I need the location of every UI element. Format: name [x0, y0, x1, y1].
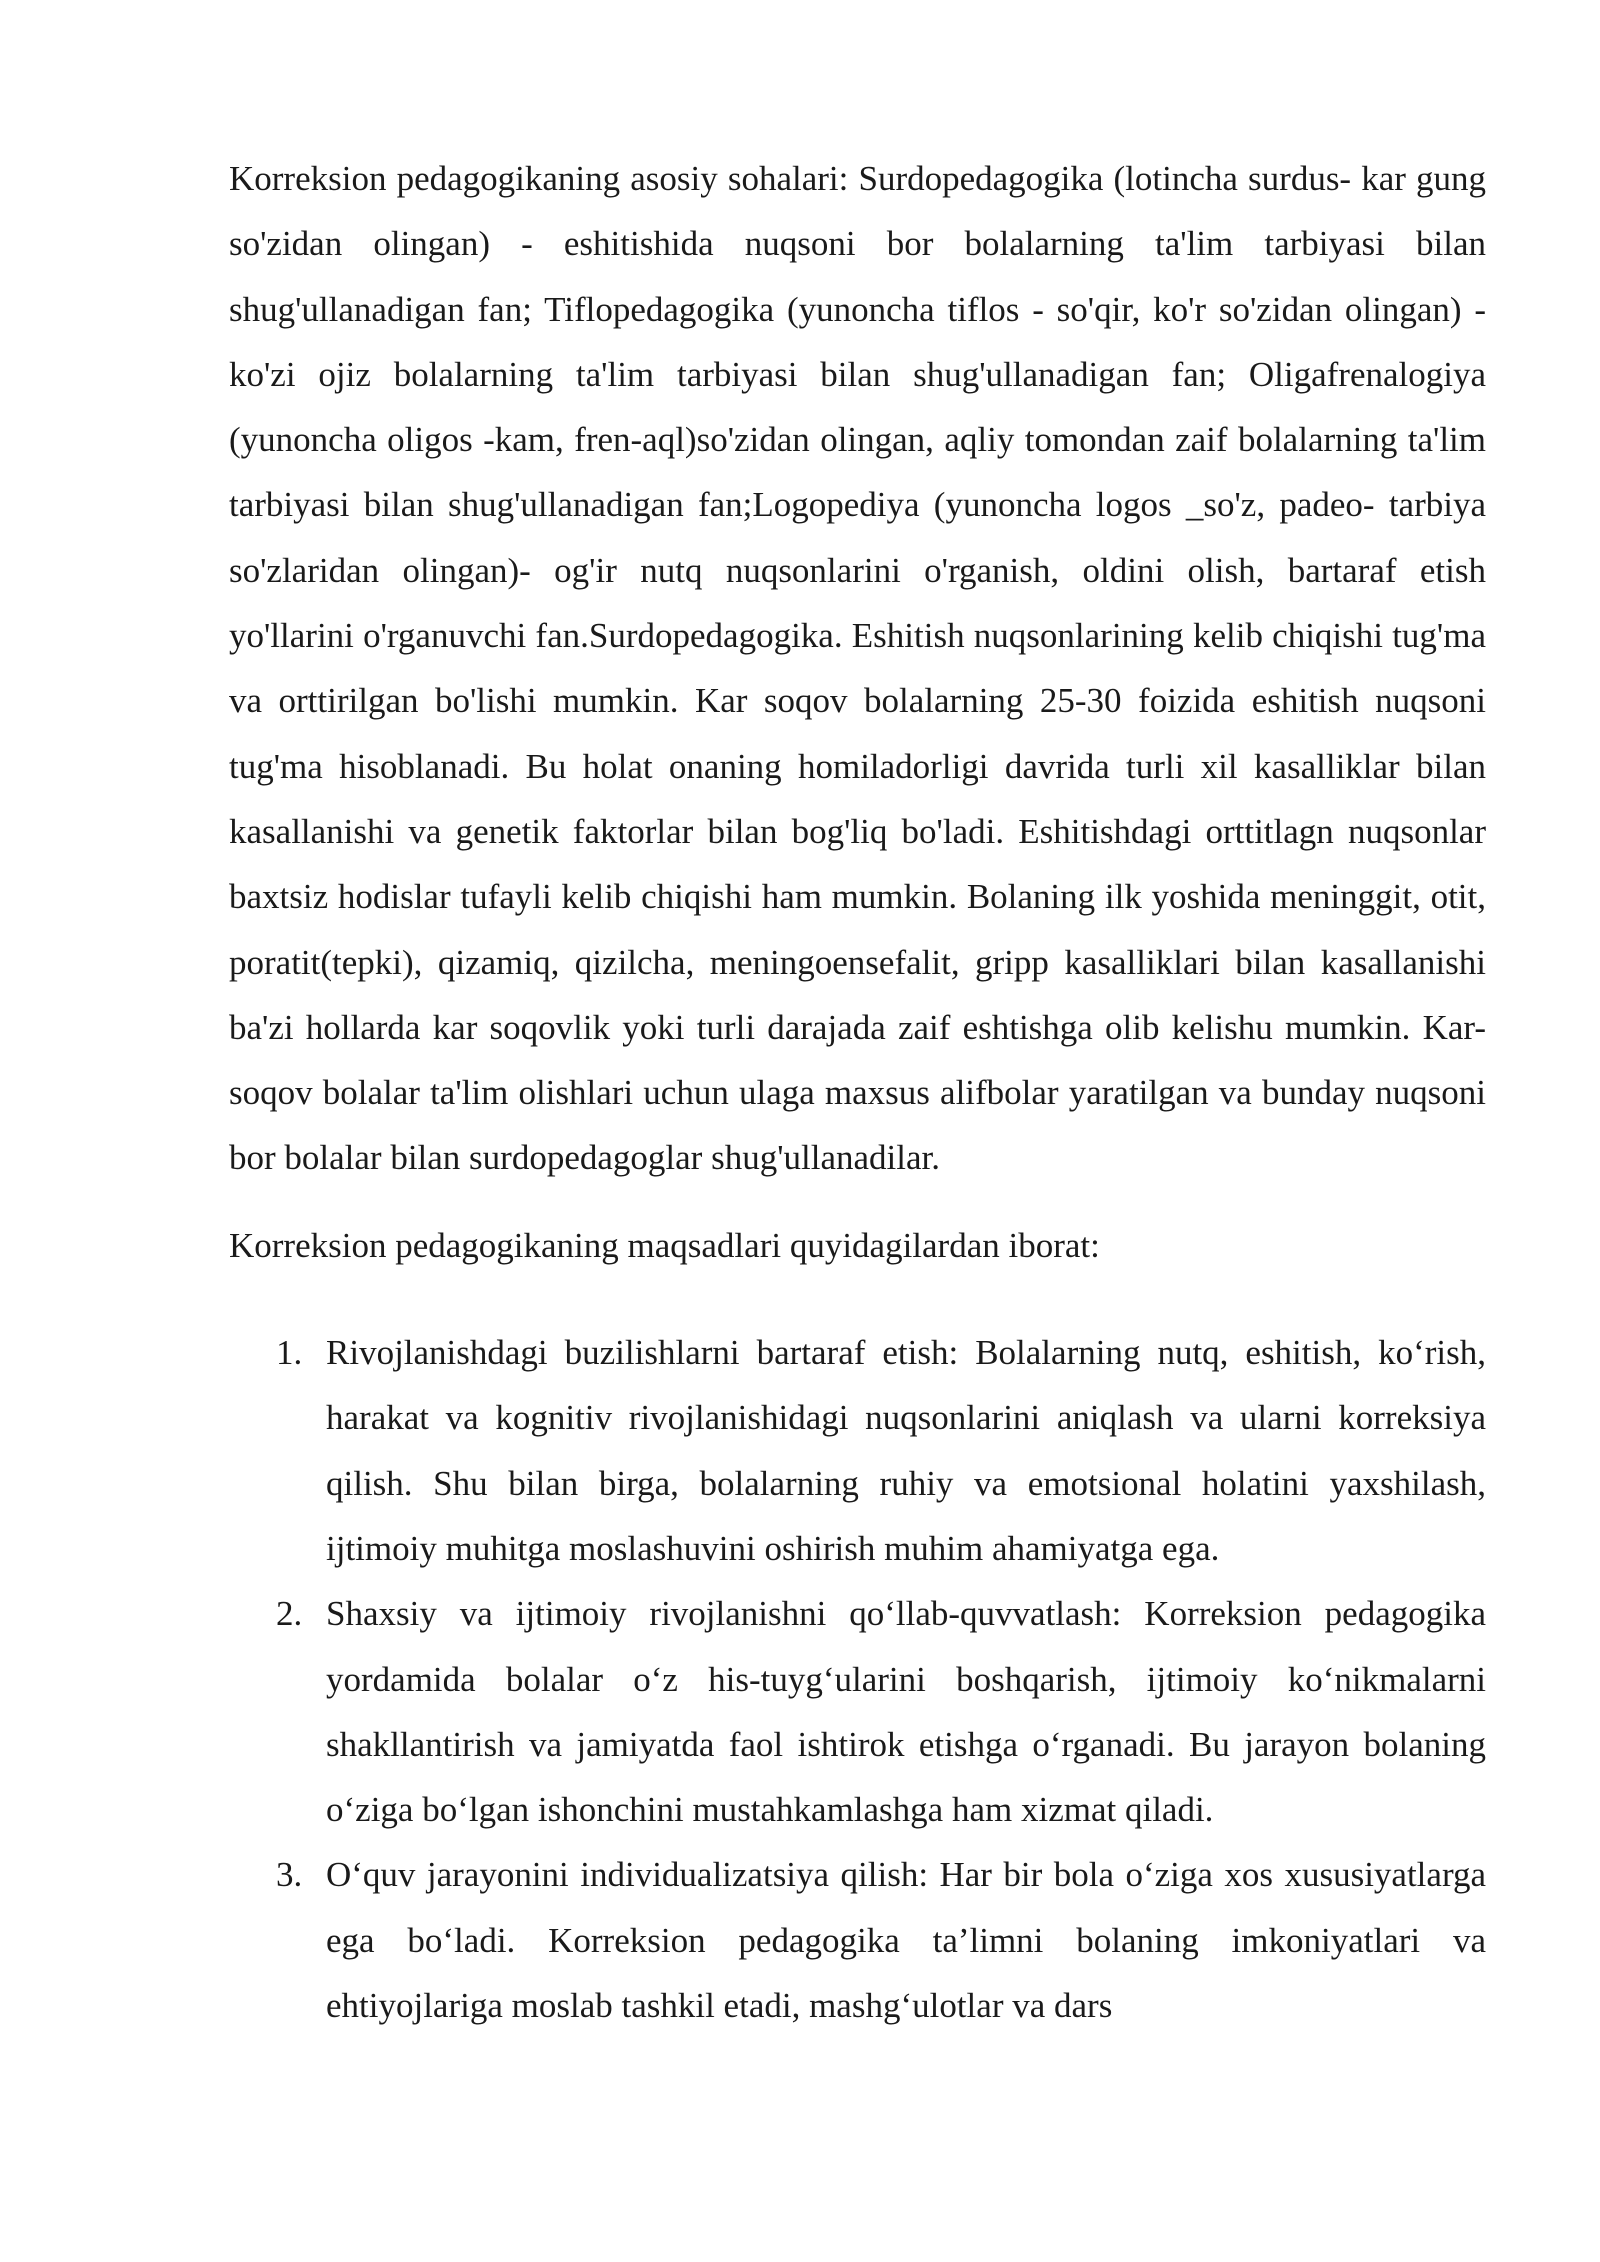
list-item-number: 1.	[276, 1333, 303, 1373]
list-item-number: 2.	[276, 1594, 303, 1634]
list-item	[229, 1320, 1486, 1581]
document-content	[229, 146, 1486, 2038]
list-item-text: O‘quv jarayonini individualizatsiya qilish: Har bir bola o‘ziga xos xususiyatlarga ega bo‘ladi. Korreksion pedagogika ta’limni bolaning imkoniyatlari va ehtiyojlariga moslab tashkil etadi, mashg‘ulotlar va dars	[326, 1855, 1486, 2026]
body-paragraph: Korreksion pedagogikaning asosiy sohalari: Surdopedagogika (lotincha surdus- kar gung so'zidan olingan) - eshitishida nuqsoni bor bolalarning ta'lim tarbiyasi bilan shug'ullanadigan fan; Tiflopedagogika (yunoncha tiflos - so'qir, ko'r so'zidan olingan) - ko'zi ojiz bolalarning ta'lim tarbiyasi bilan shug'ullanadigan fan; Oligafrenalogiya (yunoncha oligos -kam, fren-aql)so'zidan olingan, aqliy tomondan zaif bolalarning ta'lim tarbiyasi bilan shug'ullanadigan fan;Logopediya (yunoncha logos _so'z, padeo- tarbiya so'zlaridan olingan)- og'ir nutq nuqsonlarini o'rganish, oldini olish, bartaraf etish yo'llarini o'rganuvchi fan.Surdopedagogika. Eshitish nuqsonlarining kelib chiqishi tug'ma va orttirilgan bo'lishi mumkin. Kar soqov bolalarning 25-30 foizida eshitish nuqsoni tug'ma hisoblanadi. Bu holat onaning homiladorligi davrida turli xil kasalliklar bilan kasallanishi va genetik faktorlar bilan bog'liq bo'ladi. Eshitishdagi orttitlagn nuqsonlar baxtsiz hodislar tufayli kelib chiqishi ham mumkin. Bolaning ilk yoshida meninggit, otit, poratit(tepki), qizamiq, qizilcha, meningoensefalit, gripp kasalliklari bilan kasallanishi ba'zi hollarda kar soqovlik yoki turli darajada zaif eshtishga olib kelishu mumkin. Kar-soqov bolalar ta'lim olishlari uchun ulaga maxsus alifbolar yaratilgan va bunday nuqsoni bor bolalar bilan surdopedagoglar shug'ullanadilar.	[229, 159, 1486, 1178]
list-intro-paragraph: Korreksion pedagogikaning maqsadlari quyidagilardan iborat:	[229, 1225, 1100, 1265]
list-item-number: 3.	[276, 1855, 303, 1895]
list-item-text: Shaxsiy va ijtimoiy rivojlanishni qo‘llab-quvvatlash: Korreksion pedagogika yordamida bolalar o‘z his-tuyg‘ularini boshqarish, ijtimoiy ko‘nikmalarni shakllantirish va jamiyatda faol ishtirok etishga o‘rganadi. Bu jarayon bolaning o‘ziga bo‘lgan ishonchini mustahkamlashga ham xizmat qiladi.	[326, 1594, 1486, 1830]
list-item	[229, 1581, 1486, 1842]
goals-list	[229, 1320, 1486, 2038]
list-item	[229, 1842, 1486, 2038]
list-item-text: Rivojlanishdagi buzilishlarni bartaraf etish: Bolalarning nutq, eshitish, ko‘rish, harakat va kognitiv rivojlanishidagi nuqsonlarini aniqlash va ularni korreksiya qilish. Shu bilan birga, bolalarning ruhiy va emotsional holatini yaxshilash, ijtimoiy muhitga moslashuvini oshirish muhim ahamiyatga ega.	[326, 1333, 1486, 1568]
